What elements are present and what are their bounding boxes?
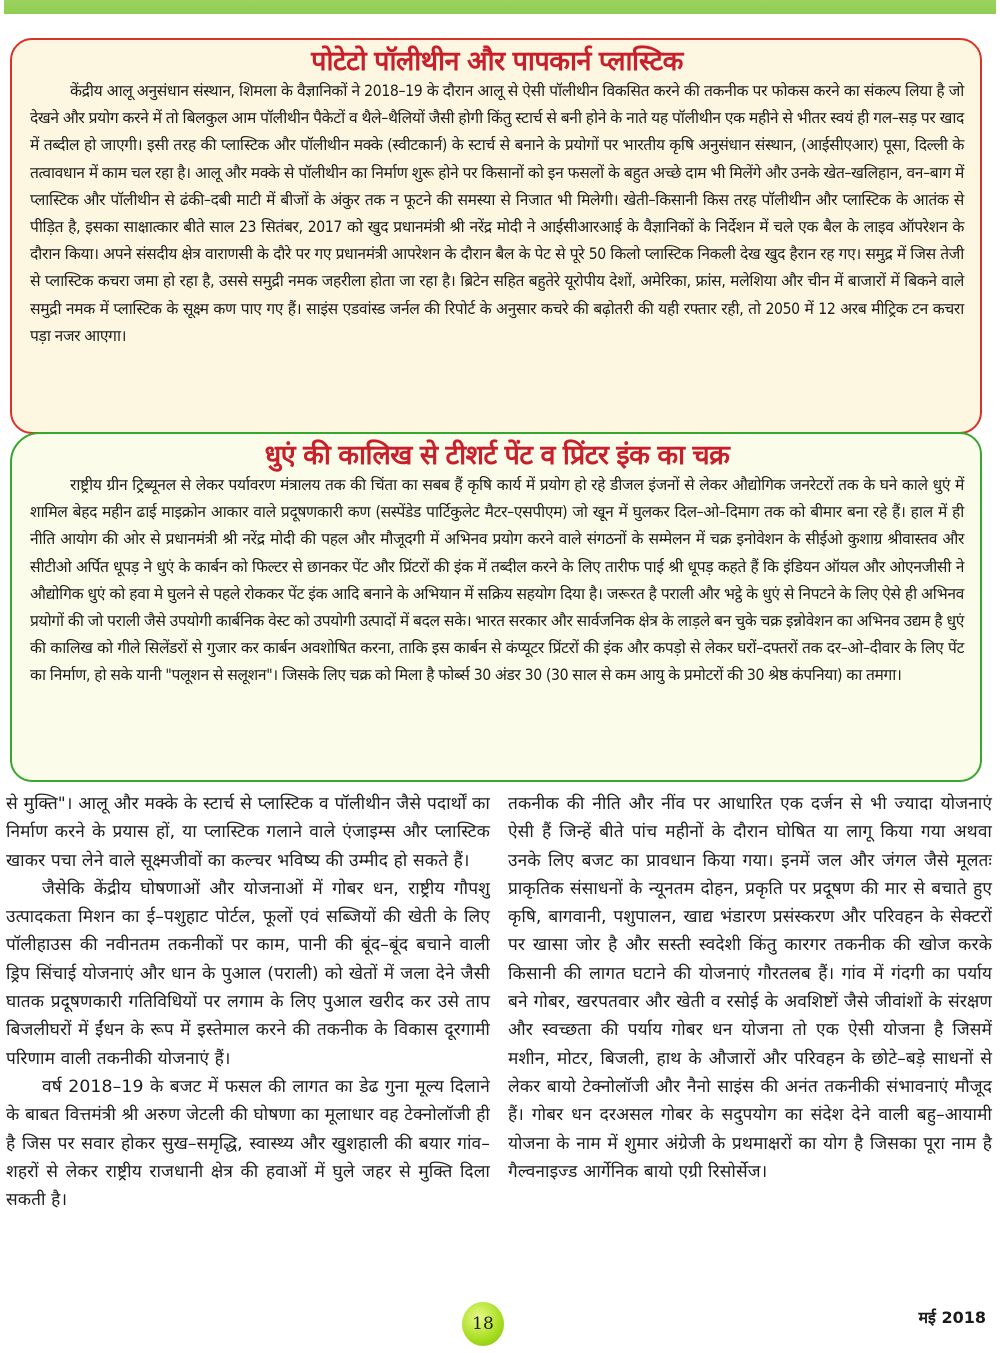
column-left bbox=[6, 790, 490, 1214]
article-columns bbox=[6, 790, 990, 1275]
paragraph: तकनीक की नीति और नींव पर आधारित एक दर्जन से भी ज्यादा योजनाएं ऐसी हैं जिन्हें बीते पांच महीनों के दौरान घोषित या लागू किया गया अथवा उनके लिए बजट का प्रावधान किया गया। इनमें जल और जंगल जैसे मूलतः प्राकृतिक संसाधनों के न्यूनतम दोहन, प्रकृति पर प्रदूषण की मार से बचाते हुए कृषि, बागवानी, पशुपालन, खाद्य भंडारण प्रसंस्करण और परिवहन के सेक्टरों पर खासा जोर है और सस्ती स्वदेशी किंतु कारगर तकनीक की खोज करके किसानी की लागत घटाने की योजनाएं गौरतलब हैं। गांव में गंदगी का पर्याय बने गोबर, खरपतवार और खेती व रसोई के अवशिष्टों जैसे जीवांशों के संरक्षण और स्वच्छता की पर्याय गोबर धन योजना तो एक ऐसी योजना है जिसमें मशीन, मोटर, बिजली, हाथ के औजारों और परिवहन के छोटे–बड़े साधनों से लेकर बायो टेक्नोलॉजी और नैनो साइंस की अनंत तकनीकी संभावनाएं मौजूद हैं। गोबर धन दरअसल गोबर के सदुपयोग का संदेश देने वाली बहु–आयामी योजना के नाम में शुमार अंग्रेजी के प्रथमाक्षरों का योग है जिसका पूरा नाम है गैल्वनाइज्ड आर्गेनिक बायो एग्री रिसोर्सेज। bbox=[508, 794, 992, 1182]
sidebar-box-potato-polythene bbox=[10, 38, 982, 434]
box-title: पोटेटो पॉलीथीन और पापकार्न प्लास्टिक bbox=[311, 46, 683, 77]
page-number-badge bbox=[462, 1302, 504, 1346]
box-body: केंद्रीय आलू अनुसंधान संस्थान, शिमला के वैज्ञानिकों ने 2018–19 के दौरान आलू से ऐसी पॉलीथीन विकसित करने की तकनीक पर फोकस करने का संकल्प लिया है जो देखने और प्रयोग करने में तो बिलकुल आम पॉलीथीन पैकेटों व थैले–थैलियों जैसी होगी किंतु स्टार्च से बनी होने के नाते यह पॉलीथीन एक महीने से भीतर स्वयं ही गल–सड़ पर खाद में तब्दील हो जाएगी। इसी तरह की प्लास्टिक और पॉलीथीन मक्के (स्वीटकार्न) के स्टार्च से बनाने के प्रयोगों पर भारतीय कृषि अनुसंधान संस्थान, (आईसीएआर) पूसा, दिल्ली के तत्वावधान में काम चल रहा है। आलू और मक्के से पॉलीथीन का निर्माण शुरू होने पर किसानों को इन फसलों के बहुत अच्छे दाम भी मिलेंगे और उनके खेत–खलिहान, वन–बाग में प्लास्टिक और पॉलीथीन से ढंकी–दबी माटी में बीजों के अंकुर तक न फूटने की समस्या से निजात भी मिलेगी। खेती–किसानी किस तरह पॉलीथीन और प्लास्टिक के आतंक से पीड़ित है, इसका साक्षात्कार बीते साल 23 सितंबर, 2017 को खुद प्रधानमंत्री श्री नरेंद्र मोदी ने आईसीआरआई के वैज्ञानिकों के निर्देशन में चले एक बैल के लाइव ऑपरेशन के दौरान किया। अपने संसदीय क्षेत्र वाराणसी के दौरे पर गए प्रधानमंत्री आपरेशन के दौरान बैल के पेट से पूरे 50 किलो प्लास्टिक निकली देख खुद हैरान रह गए। समुद्र में जिस तेजी से प्लास्टिक कचरा जमा हो रहा है, उससे समुद्री नमक जहरीला होता जा रहा है। ब्रिटेन सहित बहुतेरे यूरोपीय देशों, अमेरिका, फ्रांस, मलेशिया और चीन में बाजारों में बिकने वाले समुद्री नमक में प्लास्टिक के सूक्ष्म कण पाए गए हैं। साइंस एडवांस्ड जर्नल की रिपोर्ट के अनुसार कचरे की बढ़ोतरी की यही रफ्तार रही, तो 2050 में 12 अरब मीट्रिक टन कचरा पड़ा नजर आएगा। bbox=[30, 82, 964, 345]
paragraph: जैसेकि केंद्रीय घोषणाओं और योजनाओं में गोबर धन, राष्ट्रीय गौपशु उत्पादकता मिशन का ई–पशुहाट पोर्टल, फूलों एवं सब्जियों की खेती के लिए पॉलीहाउस की नवीनतम तकनीकों पर काम, पानी की बूंद–बूंद बचाने वाली ड्रिप सिंचाई योजनाएं और धान के पुआल (पराली) को खेतों में जला देने जैसी घातक प्रदूषणकारी गतिविधियों पर लगाम के लिए पुआल खरीद कर उसे ताप बिजलीघरों में ईंधन के रूप में इस्तेमाल करने की तकनीक के विकास दूरगामी परिणाम वाली तकनीकी योजनाएं हैं। bbox=[6, 878, 490, 1069]
paragraph: से मुक्ति"। आलू और मक्के के स्टार्च से प्लास्टिक व पॉलीथीन जैसे पदार्थों का निर्माण करने के प्रयास हों, या प्लास्टिक गलाने वाले एंजाइम्स और प्लास्टिक खाकर पचा लेने वाले सूक्ष्मजीवों का कल्चर भविष्य की उम्मीद हो सकते हैं। bbox=[6, 794, 490, 871]
box-body: राष्ट्रीय ग्रीन ट्रिब्यूनल से लेकर पर्यावरण मंत्रालय तक की चिंता का सबब हैं कृषि कार्य में प्रयोग हो रहे डीजल इंजनों से लेकर औद्योगिक जनरेटरों तक के घने काले धुएं में शामिल बेहद महीन ढाई माइक्रोन आकार वाले प्रदूषणकारी कण (सस्पेंडेड पार्टिकुलेट मैटर–एसपीएम) जो खून में घुलकर दिल–ओ–दिमाग तक को बीमार बना रहे हैं। हाल में ही नीति आयोग की ओर से प्रधानमंत्री श्री नरेंद्र मोदी की पहल और मौजूदगी में अभिनव प्रयोग करने वाले संगठनों के सम्मेलन में चक्र इनोवेशन के सीईओ कुशाग्र श्रीवास्तव और सीटीओ अर्पित धूपड़ ने धुएं के कार्बन को फिल्टर से छानकर पेंट और प्रिंटरों की इंक में तब्दील करने के लिए तारीफ पाई श्री धूपड़ कहते हैं कि इंडियन ऑयल और ओएनजीसी ने औद्योगिक धुएं को हवा मे घुलने से पहले रोककर पेंट इंक आदि बनाने के अभियान में सक्रिय सहयोग दिया है। जरूरत है पराली और भट्ठे के धुएं से निपटने के लिए ऐसे ही अभिनव प्रयोगों की जो पराली जैसे उपयोगी कार्बनिक वेस्ट को उपयोगी उत्पादों में बदल सके। भारत सरकार और सार्वजनिक क्षेत्र के लाड़ले बन चुके चक्र इन्नोवेशन का अभिनव उद्यम है धुएं की कालिख को गीले सिलेंडरों से गुजार कर कार्बन अवशोषित करना, ताकि इस कार्बन से कंप्यूटर प्रिंटरों की इंक और कपड़ो से लेकर घरों–दफ्तरों तक दर–ओ–दीवार के लिए पेंट का निर्माण, हो सके यानी "पलूशन से सलूशन"। जिसके लिए चक्र को मिला है फोर्ब्स 30 अंडर 30 (30 साल से कम आयु के प्रमोटरों की 30 श्रेष्ठ कंपनिया) का तमगा। bbox=[30, 476, 965, 685]
page-number: 18 bbox=[472, 1314, 494, 1334]
issue-date: मई 2018 bbox=[918, 1308, 986, 1327]
column-right bbox=[508, 790, 992, 1186]
box-title: धुएं की कालिख से टीशर्ट पेंट व प्रिंटर इंक का चक्र bbox=[264, 440, 730, 471]
paragraph: वर्ष 2018–19 के बजट में फसल की लागत का डेढ गुना मूल्य दिलाने के बाबत वित्तमंत्री श्री अरुण जेटली की घोषणा का मूलाधार वह टेक्नोलॉजी ही है जिस पर सवार होकर सुख–समृद्धि, स्वास्थ्य और खुशहाली की बयार गांव–शहरों से लेकर राष्ट्रीय राजधानी क्षेत्र की हवाओं में घुले जहर से मुक्ति दिला सकती है। bbox=[6, 1076, 490, 1211]
sidebar-box-smoke-ink bbox=[10, 432, 982, 782]
top-color-band bbox=[4, 0, 996, 14]
